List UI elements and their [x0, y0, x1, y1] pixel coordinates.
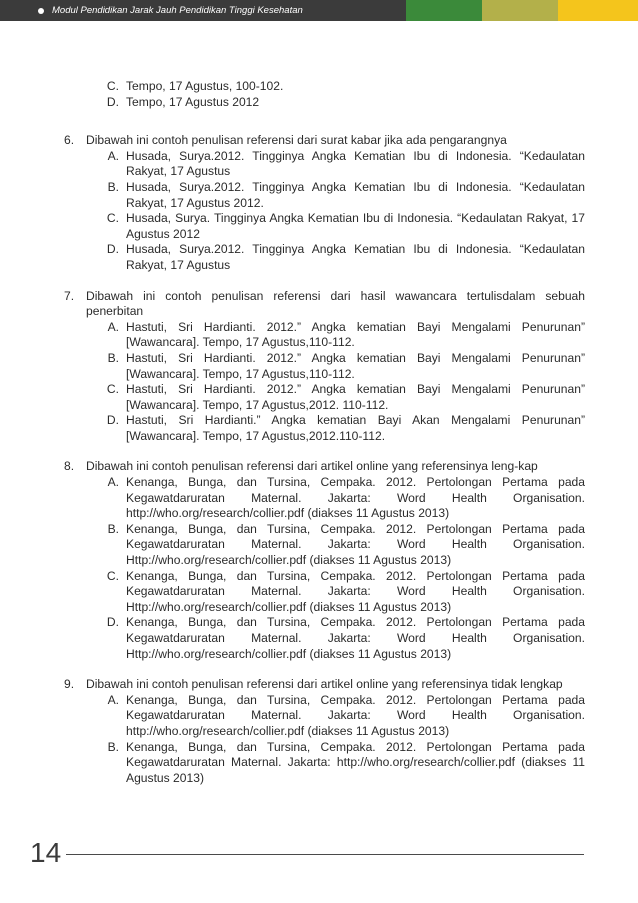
- option-letter: A.: [107, 692, 119, 707]
- option-item: [86, 740, 585, 787]
- option-item: [86, 180, 585, 211]
- option-item: [86, 211, 585, 242]
- option-text: Husada, Surya.2012. Tingginya Angka Kematian Ibu di Indonesia. “Kedaulatan Rakyat, 17 Agustus: [126, 242, 585, 272]
- option-letter: D.: [106, 94, 119, 109]
- option-item: [86, 320, 585, 351]
- option-letter: C.: [106, 382, 119, 397]
- option-text: Husada, Surya.2012. Tingginya Angka Kematian Ibu di Indonesia. “Kedaulatan Rakyat, 17 Agustus 2012.: [126, 179, 585, 210]
- question-7: [64, 289, 585, 445]
- header-olive-band: [482, 0, 558, 21]
- option-text: Kenanga, Bunga, dan Tursina, Cempaka. 2012. Pertolongan Pertama pada Kegawatdaruratan Maternal. Jakarta: Word Health Organisation. Http://who.org/research/collier.pdf (diakses 11 Agustus 2013): [126, 615, 585, 661]
- option-letter: B.: [107, 179, 119, 194]
- question-text: Dibawah ini contoh penulisan referensi dari artikel online yang referensinya leng-kap: [86, 459, 538, 474]
- option-text: Hastuti, Sri Hardianti. 2012.” Angka kematian Bayi Mengalami Penurunan” [Wawancara]. Tempo, 17 Agustus,2012. 110-112.: [126, 382, 585, 412]
- continued-question: [64, 79, 585, 110]
- option-text: Kenanga, Bunga, dan Tursina, Cempaka. 2012. Pertolongan Pertama pada Kegawatdaruratan Maternal. Jakarta: Word Health Organisation. http://who.org/research/collier.pdf (diakses 11 Agustus 2013): [126, 692, 585, 738]
- question-list: [64, 79, 585, 801]
- option-text: Husada, Surya. Tingginya Angka Kematian Ibu di Indonesia. “Kedaulatan Rakyat, 17 Agustus 2012: [126, 211, 585, 241]
- option-text: Husada, Surya.2012. Tingginya Angka Kematian Ibu di Indonesia. “Kedaulatan Rakyat, 17 Agustus: [126, 148, 585, 179]
- header-title-bar: [0, 0, 406, 21]
- option-text: Tempo, 17 Agustus, 100-102.: [126, 79, 284, 93]
- option-text: Kenanga, Bunga, dan Tursina, Cempaka. 2012. Pertolongan Pertama pada Kegawatdaruratan Maternal. Jakarta: Word Health Organisation. http://who.org/research/collier.pdf (diakses 11 Agustus 2013): [126, 475, 585, 521]
- option-letter: D.: [106, 242, 119, 257]
- option-text: Tempo, 17 Agustus 2012: [126, 94, 260, 109]
- question-number: 6.: [64, 133, 75, 148]
- option-item: [86, 382, 585, 413]
- option-letter: C.: [106, 79, 119, 93]
- option-text: Hastuti, Sri Hardianti.” Angka kematian Bayi Akan Mengalami Penurunan” [Wawancara]. Tempo, 17 Agustus,2012.110-112.: [126, 413, 585, 443]
- option-letter: C.: [106, 211, 119, 226]
- option-letter: B.: [107, 521, 119, 536]
- option-text: Kenanga, Bunga, dan Tursina, Cempaka. 2012. Pertolongan Pertama pada Kegawatdaruratan Maternal. Jakarta: Word Health Organisation. Http://who.org/research/collier.pdf (diakses 11 Agustus 2013): [126, 521, 585, 568]
- option-item: [86, 693, 585, 740]
- option-item: [86, 242, 585, 273]
- page-number: 14: [30, 837, 62, 868]
- option-letter: C.: [106, 568, 119, 583]
- question-number: 7.: [64, 288, 75, 303]
- option-letter: A.: [107, 148, 119, 163]
- question-text: Dibawah ini contoh penulisan referensi dari artikel online yang referensinya tidak lengkap: [86, 677, 563, 692]
- option-item: [86, 149, 585, 180]
- question-number: 9.: [64, 677, 75, 692]
- option-text: Kenanga, Bunga, dan Tursina, Cempaka. 2012. Pertolongan Pertama pada Kegawatdaruratan Maternal. Jakarta: Word Health Organisation. Http://who.org/research/collier.pdf (diakses 11 Agustus 2013): [126, 568, 585, 614]
- question-number: 8.: [64, 459, 75, 474]
- option-letter: A.: [107, 319, 119, 334]
- page-footer: [30, 836, 586, 870]
- question-text: Dibawah ini contoh penulisan referensi dari hasil wawancara tertulisdalam sebuah penerbitan: [86, 288, 585, 319]
- footer-rule: [66, 854, 584, 855]
- option-text: Kenanga, Bunga, dan Tursina, Cempaka. 2012. Pertolongan Pertama pada Kegawatdaruratan Maternal. Jakarta: http://who.org/research/collier.pdf (diakses 11 Agustus 2013): [126, 739, 585, 785]
- option-letter: A.: [107, 475, 119, 490]
- page-header: [0, 0, 638, 21]
- header-yellow-band: [558, 0, 638, 21]
- option-item: [86, 95, 585, 111]
- option-letter: B.: [107, 739, 119, 754]
- header-title: Modul Pendidikan Jarak Jauh Pendidikan Tinggi Kesehatan: [52, 5, 303, 16]
- option-item: [86, 413, 585, 444]
- option-item: [86, 615, 585, 662]
- option-text: Hastuti, Sri Hardianti. 2012.” Angka kematian Bayi Mengalami Penurunan” [Wawancara]. Tempo, 17 Agustus,110-112.: [126, 350, 585, 381]
- option-item: [86, 522, 585, 569]
- question-9: [64, 677, 585, 786]
- question-text: Dibawah ini contoh penulisan referensi dari surat kabar jika ada pengarangnya: [86, 133, 507, 148]
- bullet-icon: [38, 8, 44, 14]
- option-letter: D.: [106, 615, 119, 630]
- option-letter: B.: [107, 350, 119, 365]
- option-text: Hastuti, Sri Hardianti. 2012.” Angka kematian Bayi Mengalami Penurunan” [Wawancara]. Tempo, 17 Agustus,110-112.: [126, 319, 585, 350]
- option-item: [86, 569, 585, 616]
- question-8: [64, 459, 585, 662]
- option-item: [86, 475, 585, 522]
- option-letter: D.: [106, 413, 119, 428]
- question-6: [64, 133, 585, 273]
- header-green-band: [406, 0, 482, 21]
- option-item: [86, 351, 585, 382]
- option-item: [86, 79, 585, 95]
